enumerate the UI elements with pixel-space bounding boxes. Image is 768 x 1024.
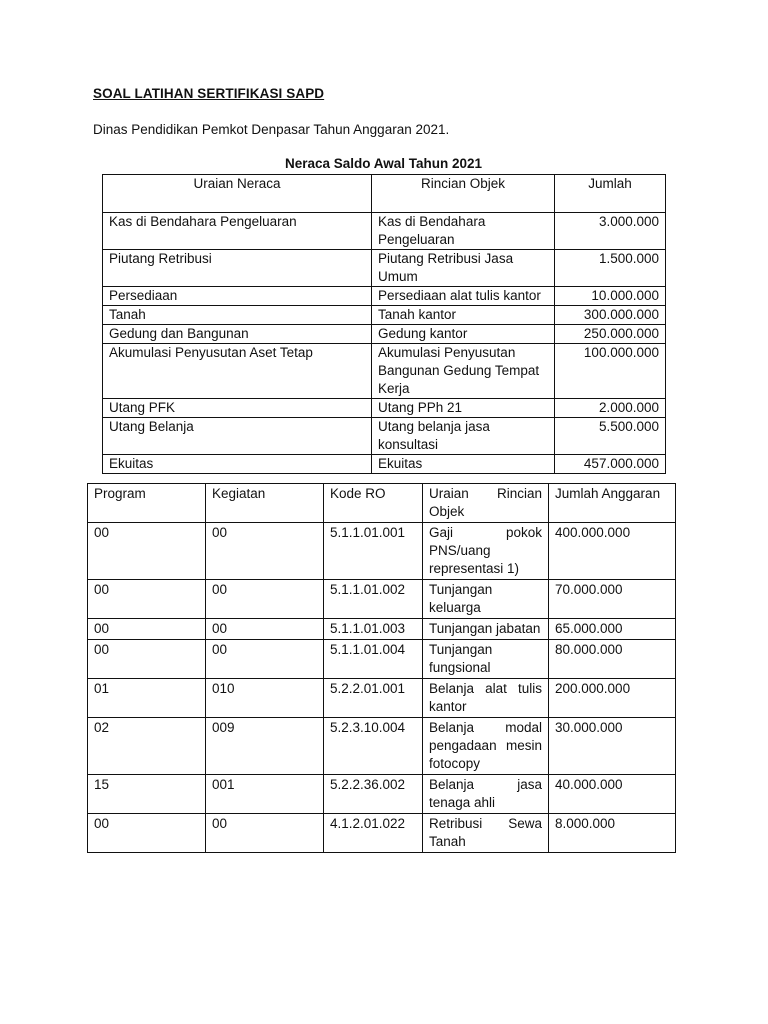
anggaran-cell-uraian: Tunjangan jabatan xyxy=(423,619,549,640)
neraca-row xyxy=(103,306,666,325)
neraca-cell-jumlah: 5.500.000 xyxy=(555,418,666,455)
anggaran-cell-program: 00 xyxy=(88,814,206,853)
neraca-row xyxy=(103,287,666,306)
neraca-cell-jumlah: 10.000.000 xyxy=(555,287,666,306)
neraca-cell-jumlah: 1.500.000 xyxy=(555,250,666,287)
neraca-cell-jumlah: 457.000.000 xyxy=(555,455,666,474)
neraca-cell-rincian: Gedung kantor xyxy=(372,325,555,344)
anggaran-cell-uraian: Belanja modal pengadaan mesin fotocopy xyxy=(423,718,549,775)
anggaran-cell-kegiatan: 00 xyxy=(206,640,324,679)
anggaran-cell-uraian: Belanja jasa tenaga ahli xyxy=(423,775,549,814)
neraca-cell-uraian: Piutang Retribusi xyxy=(103,250,372,287)
neraca-cell-jumlah: 250.000.000 xyxy=(555,325,666,344)
anggaran-cell-uraian: Gaji pokok PNS/uang representasi 1) xyxy=(423,523,549,580)
neraca-row xyxy=(103,344,666,399)
neraca-header-rincian: Rincian Objek xyxy=(372,175,555,213)
neraca-cell-uraian: Utang Belanja xyxy=(103,418,372,455)
neraca-row xyxy=(103,213,666,250)
anggaran-cell-uraian: Tunjangan fungsional xyxy=(423,640,549,679)
anggaran-header-uraian: Uraian Rincian Objek xyxy=(423,484,549,523)
anggaran-row xyxy=(88,718,676,775)
neraca-cell-rincian: Kas di Bendahara Pengeluaran xyxy=(372,213,555,250)
anggaran-cell-uraian: Retribusi Sewa Tanah xyxy=(423,814,549,853)
anggaran-cell-program: 15 xyxy=(88,775,206,814)
anggaran-cell-kegiatan: 00 xyxy=(206,580,324,619)
neraca-cell-uraian: Ekuitas xyxy=(103,455,372,474)
neraca-row xyxy=(103,250,666,287)
neraca-row xyxy=(103,455,666,474)
anggaran-cell-kode: 5.1.1.01.003 xyxy=(324,619,423,640)
anggaran-cell-jumlah: 8.000.000 xyxy=(549,814,676,853)
anggaran-cell-jumlah: 30.000.000 xyxy=(549,718,676,775)
anggaran-row xyxy=(88,619,676,640)
anggaran-cell-kegiatan: 00 xyxy=(206,523,324,580)
neraca-table-title: Neraca Saldo Awal Tahun 2021 xyxy=(284,156,483,171)
neraca-cell-rincian: Utang belanja jasa konsultasi xyxy=(372,418,555,455)
anggaran-row xyxy=(88,679,676,718)
neraca-cell-jumlah: 2.000.000 xyxy=(555,399,666,418)
anggaran-header-kode: Kode RO xyxy=(324,484,423,523)
neraca-cell-rincian: Tanah kantor xyxy=(372,306,555,325)
anggaran-table xyxy=(87,483,676,853)
neraca-cell-uraian: Persediaan xyxy=(103,287,372,306)
anggaran-cell-program: 00 xyxy=(88,580,206,619)
neraca-row xyxy=(103,325,666,344)
anggaran-cell-kegiatan: 001 xyxy=(206,775,324,814)
anggaran-row xyxy=(88,640,676,679)
neraca-cell-uraian: Kas di Bendahara Pengeluaran xyxy=(103,213,372,250)
document-title: SOAL LATIHAN SERTIFIKASI SAPD xyxy=(93,86,325,101)
neraca-row xyxy=(103,418,666,455)
anggaran-cell-uraian: Belanja alat tulis kantor xyxy=(423,679,549,718)
neraca-cell-uraian: Gedung dan Bangunan xyxy=(103,325,372,344)
anggaran-cell-jumlah: 70.000.000 xyxy=(549,580,676,619)
anggaran-cell-kegiatan: 009 xyxy=(206,718,324,775)
neraca-header-uraian: Uraian Neraca xyxy=(103,175,372,213)
anggaran-cell-kode: 5.1.1.01.004 xyxy=(324,640,423,679)
anggaran-cell-jumlah: 80.000.000 xyxy=(549,640,676,679)
neraca-cell-rincian: Akumulasi Penyusutan Bangunan Gedung Tempat Kerja xyxy=(372,344,555,399)
anggaran-cell-program: 02 xyxy=(88,718,206,775)
neraca-cell-jumlah: 100.000.000 xyxy=(555,344,666,399)
anggaran-cell-jumlah: 200.000.000 xyxy=(549,679,676,718)
anggaran-cell-jumlah: 65.000.000 xyxy=(549,619,676,640)
anggaran-cell-kode: 5.2.2.36.002 xyxy=(324,775,423,814)
anggaran-row xyxy=(88,523,676,580)
neraca-table xyxy=(102,174,666,474)
anggaran-row xyxy=(88,775,676,814)
anggaran-header-kegiatan: Kegiatan xyxy=(206,484,324,523)
anggaran-header-program: Program xyxy=(88,484,206,523)
anggaran-cell-kode: 5.2.3.10.004 xyxy=(324,718,423,775)
anggaran-cell-program: 00 xyxy=(88,640,206,679)
neraca-cell-jumlah: 3.000.000 xyxy=(555,213,666,250)
anggaran-cell-uraian: Tunjangan keluarga xyxy=(423,580,549,619)
neraca-cell-rincian: Persediaan alat tulis kantor xyxy=(372,287,555,306)
anggaran-cell-kegiatan: 00 xyxy=(206,619,324,640)
neraca-row xyxy=(103,399,666,418)
anggaran-cell-kode: 5.1.1.01.002 xyxy=(324,580,423,619)
neraca-cell-uraian: Utang PFK xyxy=(103,399,372,418)
anggaran-cell-kode: 5.1.1.01.001 xyxy=(324,523,423,580)
neraca-header-jumlah: Jumlah xyxy=(555,175,666,213)
anggaran-cell-kode: 5.2.2.01.001 xyxy=(324,679,423,718)
neraca-cell-uraian: Akumulasi Penyusutan Aset Tetap xyxy=(103,344,372,399)
anggaran-cell-jumlah: 40.000.000 xyxy=(549,775,676,814)
anggaran-header-jumlah: Jumlah Anggaran xyxy=(549,484,676,523)
neraca-cell-rincian: Ekuitas xyxy=(372,455,555,474)
neraca-cell-rincian: Utang PPh 21 xyxy=(372,399,555,418)
anggaran-cell-kode: 4.1.2.01.022 xyxy=(324,814,423,853)
anggaran-cell-kegiatan: 010 xyxy=(206,679,324,718)
document-subtitle: Dinas Pendidikan Pemkot Denpasar Tahun Anggaran 2021. xyxy=(93,122,450,137)
neraca-cell-jumlah: 300.000.000 xyxy=(555,306,666,325)
anggaran-cell-program: 00 xyxy=(88,619,206,640)
neraca-cell-rincian: Piutang Retribusi Jasa Umum xyxy=(372,250,555,287)
anggaran-cell-jumlah: 400.000.000 xyxy=(549,523,676,580)
neraca-cell-uraian: Tanah xyxy=(103,306,372,325)
anggaran-row xyxy=(88,814,676,853)
anggaran-cell-program: 00 xyxy=(88,523,206,580)
anggaran-cell-program: 01 xyxy=(88,679,206,718)
anggaran-row xyxy=(88,580,676,619)
anggaran-cell-kegiatan: 00 xyxy=(206,814,324,853)
